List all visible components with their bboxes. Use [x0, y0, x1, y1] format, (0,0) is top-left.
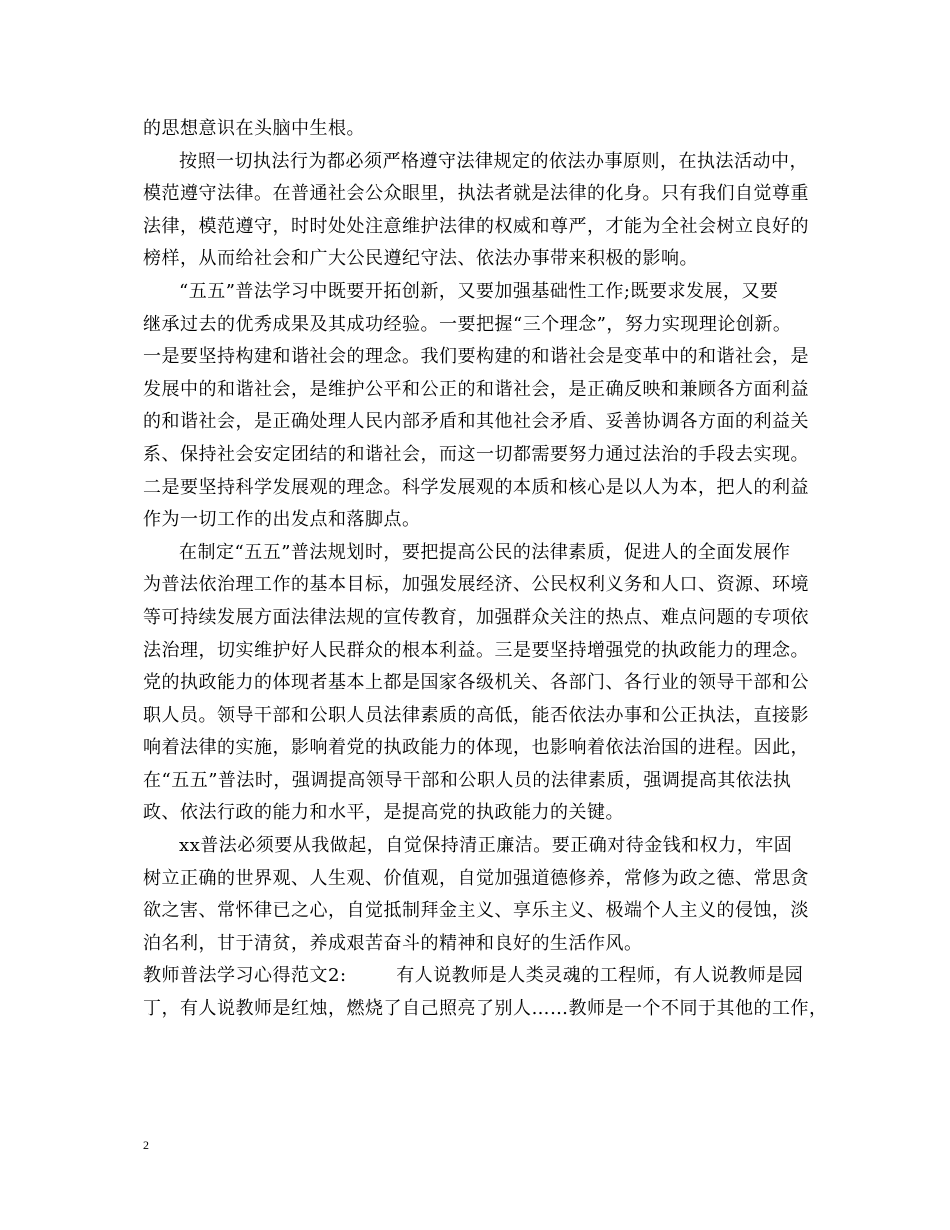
text-line: 作为一切工作的出发点和落脚点。 [143, 509, 421, 531]
text-line: 政、依法行政的能力和水平，是提高党的执政能力的关键。 [143, 802, 624, 824]
text-line: 法律，模范遵守，时时处处注意维护法律的权威和尊严，才能为全社会树立良好的 [143, 215, 809, 237]
text-line: 二是要坚持科学发展观的理念。科学发展观的本质和核心是以人为本，把人的利益 [143, 476, 809, 498]
text-line: 教师普法学习心得范文2: 有人说教师是人类灵魂的工程师，有人说教师是园 [143, 965, 804, 987]
text-line: 继承过去的优秀成果及其成功经验。一要把握“三个理念”，努力实现理论创新。 [143, 313, 792, 335]
text-line: 法治理，切实维护好人民群众的根本利益。三是要坚持增强党的执政能力的理念。 [143, 639, 809, 661]
text-line: 的思想意识在头脑中生根。 [143, 118, 365, 139]
text-line: 树立正确的世界观、人生观、价值观，自觉加强道德修养，常修为政之德、常思贪 [143, 867, 809, 889]
text-line: “五五”普法学习中既要开拓创新，又要加强基础性工作;既要求发展，又要 [179, 280, 779, 302]
text-line: 按照一切执法行为都必须严格遵守法律规定的依法办事原则，在执法活动中， [179, 150, 808, 172]
text-line: xx普法必须要从我做起，自觉保持清正廉洁。要正确对待金钱和权力，牢固 [179, 835, 793, 857]
text-line: 模范遵守法律。在普通社会公众眼里，执法者就是法律的化身。只有我们自觉尊重 [143, 183, 809, 205]
text-line: 泊名利，甘于清贫，养成艰苦奋斗的精神和良好的生活作风。 [143, 932, 643, 954]
text-line: 在“五五”普法时，强调提高领导干部和公职人员的法律素质，强调提高其依法执 [143, 769, 792, 791]
text-line: 一是要坚持构建和谐社会的理念。我们要构建的和谐社会是变革中的和谐社会，是 [143, 346, 809, 368]
text-line: 丁，有人说教师是红烛，燃烧了自己照亮了别人……教师是一个不同于其他的工作， [143, 998, 828, 1020]
text-line: 欲之害、常怀律已之心，自觉抵制拜金主义、享乐主义、极端个人主义的侵蚀，淡 [143, 900, 809, 922]
body-text [143, 113, 828, 1026]
text-line: 等可持续发展方面法律法规的宣传教育，加强群众关注的热点、难点问题的专项依 [143, 606, 809, 628]
text-line: 的和谐社会，是正确处理人民内部矛盾和其他社会矛盾、妥善协调各方面的利益关 [143, 411, 809, 433]
text-line: 为普法依治理工作的基本目标，加强发展经济、公民权利义务和人口、资源、环境 [143, 574, 809, 596]
text-line: 系、保持社会安定团结的和谐社会，而这一切都需要努力通过法治的手段去实现。 [143, 443, 809, 465]
text-line: 响着法律的实施，影响着党的执政能力的体现，也影响着依法治国的进程。因此， [143, 737, 809, 759]
text-line: 榜样，从而给社会和广大公民遵纪守法、依法办事带来积极的影响。 [143, 248, 698, 270]
text-line: 在制定“五五”普法规划时，要把提高公民的法律素质，促进人的全面发展作 [179, 541, 791, 563]
text-line: 职人员。领导干部和公职人员法律素质的高低，能否依法办事和公正执法，直接影 [143, 704, 809, 726]
page-number: 2 [143, 1138, 149, 1152]
text-line: 发展中的和谐社会，是维护公平和公正的和谐社会，是正确反映和兼顾各方面利益 [143, 378, 809, 400]
text-line: 党的执政能力的体现者基本上都是国家各级机关、各部门、各行业的领导干部和公 [143, 672, 809, 694]
